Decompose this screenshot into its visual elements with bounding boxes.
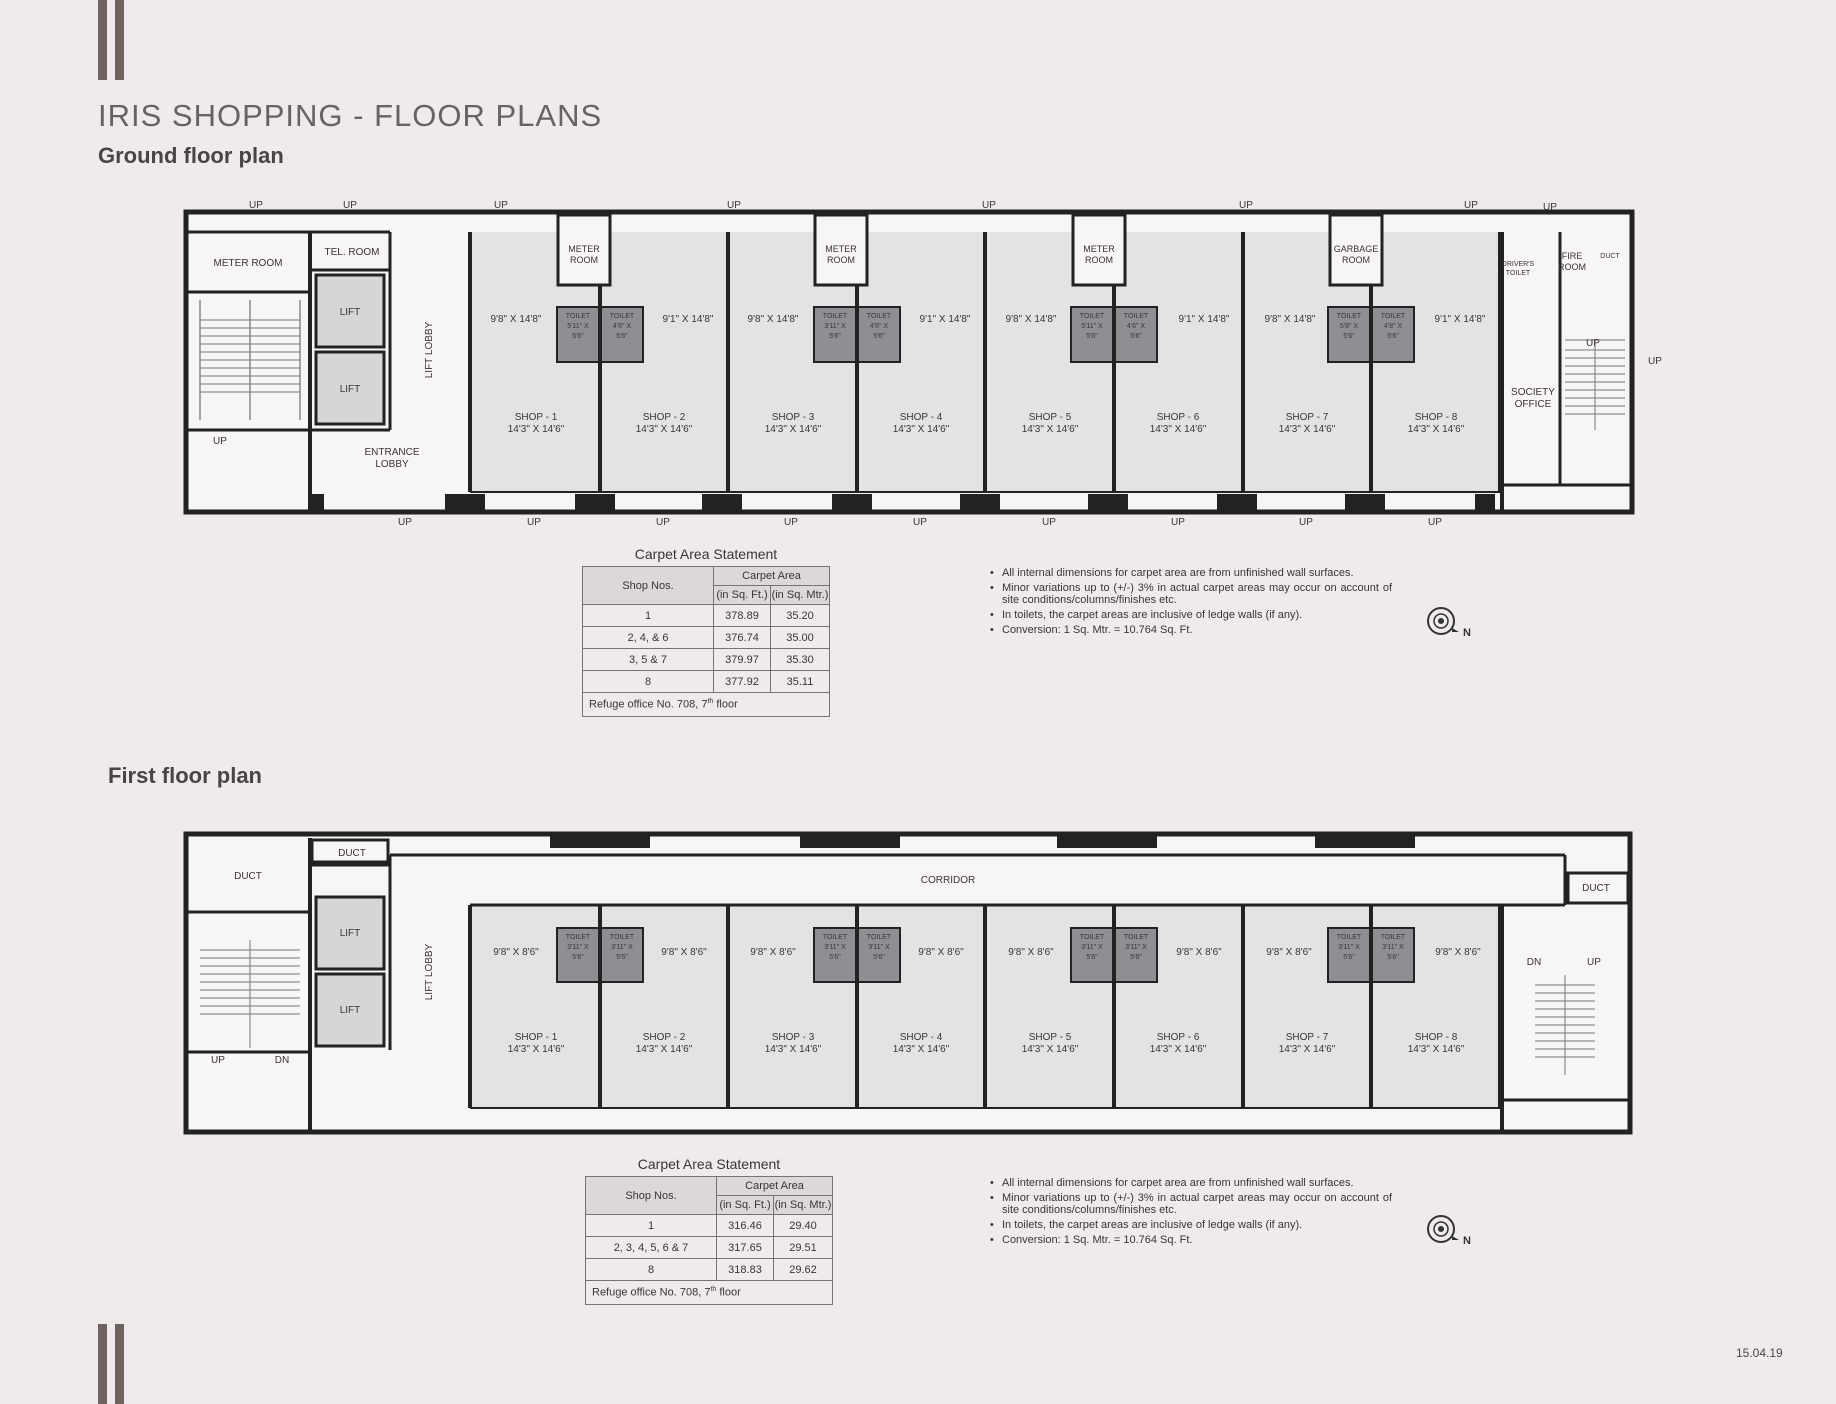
up-marker: UP (398, 517, 412, 528)
shop-top-size: 9'8" X 8'6" (493, 947, 539, 958)
sqm-cell: 29.40 (774, 1215, 833, 1237)
toilet-size: 5'11" X (1081, 323, 1103, 330)
first-carpet-statement (585, 1156, 833, 1305)
note-item: • Conversion: 1 Sq. Mtr. = 10.764 Sq. Ft. (990, 1234, 1392, 1246)
note-item: • All internal dimensions for carpet area are from unfinished wall surfaces. (990, 1177, 1392, 1189)
shop-name: SHOP - 3 (771, 412, 815, 423)
shop-top-size: 9'1" X 14'8" (1178, 314, 1230, 325)
decor-bar-top-right (115, 0, 124, 80)
toilet-label: TOILET (822, 934, 848, 941)
shop-name: SHOP - 3 (771, 1032, 815, 1043)
meter-room-4-label: METER (1083, 244, 1115, 254)
toilet-label: TOILET (1380, 934, 1406, 941)
shop-name: SHOP - 2 (642, 1032, 686, 1043)
first-notes (990, 1177, 1392, 1249)
toilet-size-b: 5'6" (829, 333, 841, 340)
table-row (583, 671, 830, 693)
shop-size: 14'3" X 14'6" (892, 1044, 950, 1055)
carpet-area-table (582, 566, 830, 717)
up-marker-rear: UP (343, 200, 357, 211)
garbage-room-label-b: ROOM (1342, 255, 1370, 265)
col-shop-nos: Shop Nos. (586, 1177, 717, 1215)
toilet-label: TOILET (609, 934, 635, 941)
sqft-cell: 377.92 (714, 671, 771, 693)
shop-top-size: 9'1" X 14'8" (1434, 314, 1486, 325)
toilet-size: 4'6" X (869, 323, 889, 330)
toilet-size-b: 5'6" (616, 333, 628, 340)
lift-lobby-label: LIFT LOBBY (424, 321, 435, 379)
toilet-size-b: 5'6" (873, 954, 885, 961)
sqm-cell: 35.11 (771, 671, 830, 693)
sqft-cell: 378.89 (714, 605, 771, 627)
table-row (583, 649, 830, 671)
shop-name: SHOP - 8 (1414, 412, 1458, 423)
first-floor-heading: First floor plan (108, 763, 262, 788)
toilet-size: 3'11" X (567, 944, 589, 951)
date-stamp: 15.04.19 (1736, 1346, 1783, 1360)
note-item: • In toilets, the carpet areas are inclusive of ledge walls (if any). (990, 609, 1392, 621)
shop-size: 14'3" X 14'6" (1407, 1044, 1465, 1055)
footer-text: Refuge office No. 708, 7 (592, 1286, 711, 1299)
toilet-label: TOILET (565, 313, 591, 320)
toilet-size: 5'11" X (567, 323, 589, 330)
table-footer (583, 693, 830, 717)
toilet-size-b: 5'6" (616, 954, 628, 961)
shop-size: 14'3" X 14'6" (1149, 1044, 1207, 1055)
lift-label-1: LIFT (339, 928, 361, 939)
up-marker: UP (656, 517, 670, 528)
toilet-size-b: 5'6" (1387, 333, 1399, 340)
toilet-size: 3'11" X (824, 323, 846, 330)
shop-name: SHOP - 1 (514, 1032, 558, 1043)
toilet-size: 4'8" X (1383, 323, 1403, 330)
drivers-toilet-label: DRIVER'S (1501, 261, 1535, 268)
up-marker-rear: UP (727, 200, 741, 211)
note-item: • Minor variations up to (+/-) 3% in actual carpet areas may occur on account of site conditions/columns/finishes etc. (990, 1192, 1392, 1216)
ground-notes (990, 567, 1392, 639)
shop-size: 14'3" X 14'6" (1021, 1044, 1079, 1055)
up-marker: UP (1171, 517, 1185, 528)
shop-cell: 2, 4, & 6 (583, 627, 714, 649)
toilet-label: TOILET (866, 934, 892, 941)
shop-size: 14'3" X 14'6" (635, 424, 693, 435)
shop-top-size: 9'1" X 14'8" (919, 314, 971, 325)
sqft-cell: 376.74 (714, 627, 771, 649)
garbage-room-label: GARBAGE (1333, 244, 1379, 254)
page-title: IRIS SHOPPING - FLOOR PLANS (98, 98, 603, 133)
up-marker-rear: UP (1464, 200, 1478, 211)
duct-label: DUCT (1600, 253, 1620, 260)
sqft-cell: 379.97 (714, 649, 771, 671)
fire-room-label: FIRE (1561, 251, 1583, 261)
up-marker: UP (1042, 517, 1056, 528)
meter-room-2-label-b: ROOM (570, 255, 598, 265)
toilet-label: TOILET (609, 313, 635, 320)
toilet-size-b: 5'6" (1086, 333, 1098, 340)
shop-top-size: 9'8" X 8'6" (750, 947, 796, 958)
toilet-size-b: 5'6" (572, 333, 584, 340)
toilet-size-b: 5'6" (873, 333, 885, 340)
society-office-label-b: OFFICE (1514, 399, 1552, 410)
up-marker: UP (913, 517, 927, 528)
sqm-cell: 35.00 (771, 627, 830, 649)
carpet-area-table (585, 1176, 833, 1305)
north-compass-icon (1426, 606, 1472, 638)
ground-floor-plan (180, 192, 1670, 532)
meter-room-3-label-b: ROOM (827, 255, 855, 265)
lift-label-1: LIFT (339, 307, 361, 318)
toilet-size-b: 5'6" (1130, 333, 1142, 340)
toilet-label: TOILET (1380, 313, 1406, 320)
decor-bar-bottom-right (115, 1324, 124, 1404)
lift-lobby-label: LIFT LOBBY (424, 943, 435, 1001)
shop-cell: 2, 3, 4, 5, 6 & 7 (586, 1237, 717, 1259)
toilet-size: 5'8" X (1339, 323, 1359, 330)
shop-size: 14'3" X 14'6" (764, 424, 822, 435)
table-row (586, 1259, 833, 1281)
toilet-size-b: 5'6" (572, 954, 584, 961)
meter-room-label: METER ROOM (213, 258, 283, 269)
meter-room-2-label: METER (568, 244, 600, 254)
shop-name: SHOP - 6 (1156, 412, 1200, 423)
right-stair-up-label: UP (1586, 338, 1600, 349)
shop-name: SHOP - 5 (1028, 1032, 1072, 1043)
stair-dn-label: DN (274, 1055, 290, 1066)
table-row (583, 605, 830, 627)
sqm-cell: 29.51 (774, 1237, 833, 1259)
shop-size: 14'3" X 14'6" (507, 1044, 565, 1055)
shop-top-size: 9'8" X 8'6" (918, 947, 964, 958)
shop-name: SHOP - 5 (1028, 412, 1072, 423)
footer-sup: th (707, 698, 714, 706)
up-marker-rear: UP (249, 200, 263, 211)
sqm-cell: 29.62 (774, 1259, 833, 1281)
shop-cell: 8 (586, 1259, 717, 1281)
col-carpet-area: Carpet Area (717, 1177, 833, 1196)
shop-cell: 1 (583, 605, 714, 627)
toilet-label: TOILET (565, 934, 591, 941)
footer-text: Refuge office No. 708, 7 (589, 698, 708, 711)
stair-up-label: UP (213, 436, 227, 447)
first-floor-plan (180, 828, 1670, 1138)
shop-size: 14'3" X 14'6" (892, 424, 950, 435)
decor-bar-bottom-left (98, 1324, 107, 1404)
shop-name: SHOP - 4 (899, 412, 943, 423)
col-sqm: (in Sq. Mtr.) (771, 586, 830, 605)
up-marker: UP (1299, 517, 1313, 528)
toilet-size-b: 5'6" (1343, 333, 1355, 340)
col-sqft: (in Sq. Ft.) (717, 1196, 774, 1215)
toilet-size-b: 5'6" (829, 954, 841, 961)
compass-n-label: N (1463, 627, 1471, 638)
table-footer (586, 1281, 833, 1305)
toilet-size: 3'11" X (1081, 944, 1103, 951)
shop-name: SHOP - 4 (899, 1032, 943, 1043)
note-item: • Conversion: 1 Sq. Mtr. = 10.764 Sq. Ft. (990, 624, 1392, 636)
up-marker-rear: UP (982, 200, 996, 211)
up-marker-rear: UP (1543, 202, 1557, 213)
compass-n-label: N (1463, 1235, 1471, 1246)
up-marker-rear: UP (494, 200, 508, 211)
society-office-label: SOCIETY (1511, 387, 1555, 398)
shop-size: 14'3" X 14'6" (1021, 424, 1079, 435)
toilet-size-b: 5'6" (1130, 954, 1142, 961)
shop-top-size: 9'8" X 8'6" (1435, 947, 1481, 958)
col-carpet-area: Carpet Area (714, 567, 830, 586)
statement-caption: Carpet Area Statement (637, 1156, 781, 1172)
toilet-label: TOILET (1079, 934, 1105, 941)
sqft-cell: 317.65 (717, 1237, 774, 1259)
shop-size: 14'3" X 14'6" (635, 1044, 693, 1055)
toilet-size: 3'11" X (1125, 944, 1147, 951)
footer-end: floor (713, 698, 738, 711)
shop-name: SHOP - 7 (1285, 412, 1329, 423)
note-item: • Minor variations up to (+/-) 3% in actual carpet areas may occur on account of site conditions/columns/finishes etc. (990, 582, 1392, 606)
shop-top-size: 9'8" X 14'8" (747, 314, 799, 325)
tel-room-label: TEL. ROOM (324, 247, 380, 258)
up-marker: UP (1428, 517, 1442, 528)
up-marker-rear: UP (1239, 200, 1253, 211)
up-marker: UP (784, 517, 798, 528)
toilet-label: TOILET (1336, 934, 1362, 941)
shop-cell: 8 (583, 671, 714, 693)
toilet-label: TOILET (1123, 313, 1149, 320)
shop-size: 14'3" X 14'6" (507, 424, 565, 435)
statement-caption: Carpet Area Statement (634, 546, 778, 562)
shop-size: 14'3" X 14'6" (1407, 424, 1465, 435)
duct-label-left: DUCT (234, 871, 262, 882)
entrance-lobby-label: ENTRANCE (364, 447, 420, 458)
shop-top-size: 9'8" X 8'6" (1266, 947, 1312, 958)
up-marker-side: UP (1648, 356, 1662, 367)
shop-cell: 1 (586, 1215, 717, 1237)
toilet-size: 3'11" X (611, 944, 633, 951)
shop-cell: 3, 5 & 7 (583, 649, 714, 671)
table-row (586, 1215, 833, 1237)
shop-name: SHOP - 7 (1285, 1032, 1329, 1043)
toilet-size: 3'11" X (1382, 944, 1404, 951)
up-marker: UP (527, 517, 541, 528)
shop-size: 14'3" X 14'6" (764, 1044, 822, 1055)
sqm-cell: 35.30 (771, 649, 830, 671)
shop-top-size: 9'8" X 14'8" (1005, 314, 1057, 325)
shop-top-size: 9'8" X 8'6" (1008, 947, 1054, 958)
right-stair-dn-label: DN (1526, 957, 1542, 968)
toilet-size: 4'6" X (612, 323, 632, 330)
note-item: • All internal dimensions for carpet area are from unfinished wall surfaces. (990, 567, 1392, 579)
shop-top-size: 9'8" X 8'6" (661, 947, 707, 958)
shop-top-size: 9'8" X 14'8" (490, 314, 542, 325)
duct-label-right: DUCT (1582, 883, 1610, 894)
fire-room-label-b: ROOM (1558, 262, 1586, 272)
right-stair-up-label: UP (1587, 957, 1601, 968)
toilet-size: 3'11" X (1338, 944, 1360, 951)
toilet-label: TOILET (1079, 313, 1105, 320)
toilet-size: 3'11" X (868, 944, 890, 951)
duct-label-top: DUCT (338, 848, 366, 859)
lift-label-2: LIFT (339, 384, 361, 395)
sqft-cell: 318.83 (717, 1259, 774, 1281)
toilet-label: TOILET (1123, 934, 1149, 941)
shop-name: SHOP - 6 (1156, 1032, 1200, 1043)
entrance-lobby-label-2: LOBBY (375, 459, 409, 470)
ground-carpet-statement (582, 546, 830, 717)
col-sqft: (in Sq. Ft.) (714, 586, 771, 605)
corridor-label: CORRIDOR (920, 875, 976, 886)
shop-name: SHOP - 2 (642, 412, 686, 423)
drivers-toilet-label-b: TOILET (1505, 270, 1531, 277)
sqft-cell: 316.46 (717, 1215, 774, 1237)
toilet-label: TOILET (866, 313, 892, 320)
sqm-cell: 35.20 (771, 605, 830, 627)
north-compass-icon (1426, 1214, 1472, 1246)
toilet-size-b: 5'6" (1387, 954, 1399, 961)
shop-top-size: 9'8" X 8'6" (1176, 947, 1222, 958)
lift-label-2: LIFT (339, 1005, 361, 1016)
meter-room-3-label: METER (825, 244, 857, 254)
toilet-label: TOILET (1336, 313, 1362, 320)
stair-up-label: UP (211, 1055, 225, 1066)
col-shop-nos: Shop Nos. (583, 567, 714, 605)
toilet-size: 4'6" X (1126, 323, 1146, 330)
decor-bar-top-left (98, 0, 107, 80)
note-item: • In toilets, the carpet areas are inclusive of ledge walls (if any). (990, 1219, 1392, 1231)
footer-sup: th (710, 1286, 717, 1294)
shop-top-size: 9'8" X 14'8" (1264, 314, 1316, 325)
meter-room-4-label-b: ROOM (1085, 255, 1113, 265)
shop-top-size: 9'1" X 14'8" (662, 314, 714, 325)
toilet-size: 3'11" X (824, 944, 846, 951)
col-sqm: (in Sq. Mtr.) (774, 1196, 833, 1215)
shop-size: 14'3" X 14'6" (1278, 1044, 1336, 1055)
ground-floor-heading: Ground floor plan (98, 143, 284, 168)
toilet-size-b: 5'6" (1086, 954, 1098, 961)
toilet-label: TOILET (822, 313, 848, 320)
table-row (586, 1237, 833, 1259)
shop-size: 14'3" X 14'6" (1149, 424, 1207, 435)
footer-end: floor (716, 1286, 741, 1299)
shop-name: SHOP - 1 (514, 412, 558, 423)
table-row (583, 627, 830, 649)
shop-name: SHOP - 8 (1414, 1032, 1458, 1043)
shop-size: 14'3" X 14'6" (1278, 424, 1336, 435)
toilet-size-b: 5'6" (1343, 954, 1355, 961)
